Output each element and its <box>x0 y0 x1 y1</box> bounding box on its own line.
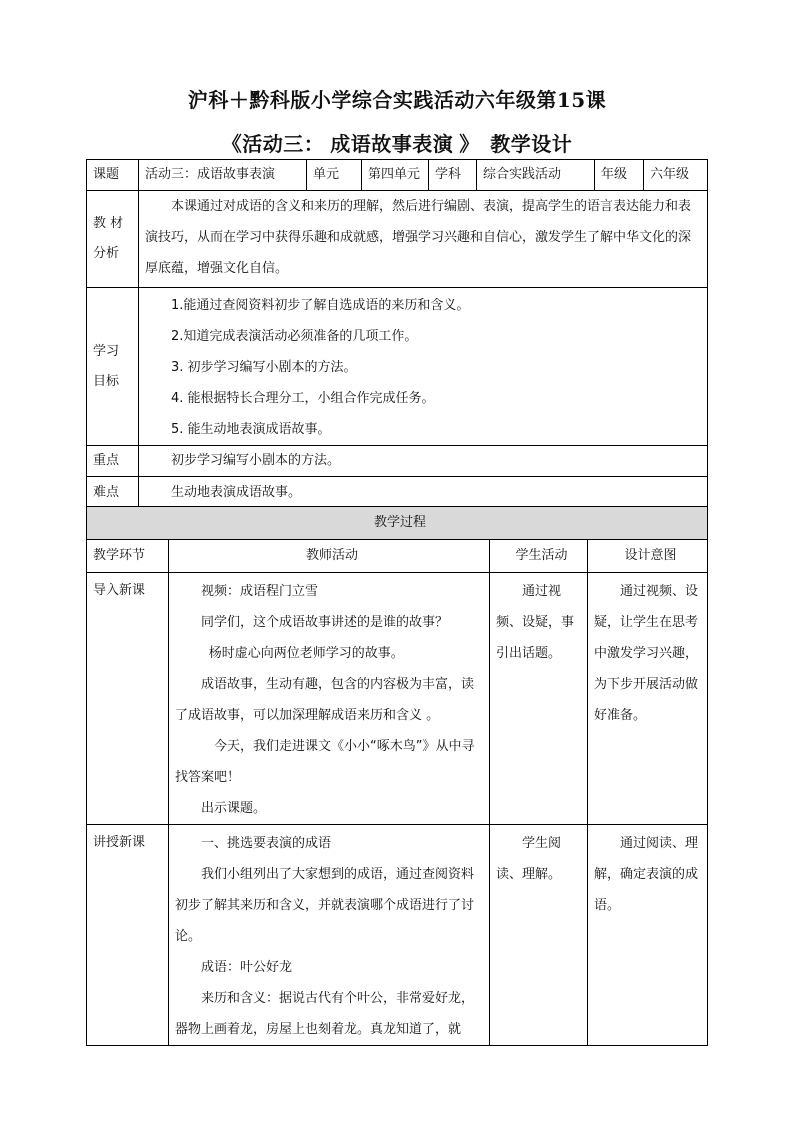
lesson-teacher <box>169 825 490 1046</box>
subject-value: 综合实践活动 <box>477 160 595 191</box>
grade-value: 六年级 <box>644 160 708 191</box>
material-analysis-label <box>87 191 139 288</box>
grade-label: 年级 <box>595 160 644 191</box>
col-stage: 教学环节 <box>87 540 169 573</box>
unit-value: 第四单元 <box>362 160 429 191</box>
unit-label: 单元 <box>307 160 362 191</box>
difficulty-label: 难点 <box>87 477 139 510</box>
info-row <box>87 160 708 191</box>
lesson-teacher-line: 成语：叶公好龙 <box>201 960 293 975</box>
material-analysis-paragraph: 本课通过对成语的含义和来历的理解，然后进行编剧、表演，提高学生的语言表达能力和表演技巧，从而在学习中获得乐趣和成就感，增强学习兴趣和自信心，激发学生了解中华文化的深厚底蕴，增强文化自信。 <box>145 199 692 276</box>
goal-item: 1.能通过查阅资料初步了解自选成语的来历和含义。 <box>171 298 470 313</box>
intro-teacher <box>169 573 490 825</box>
key-point-text: 初步学习编写小剧本的方法。 <box>139 446 708 477</box>
intro-teacher-line: 出示课题。 <box>201 801 267 816</box>
col-student: 学生活动 <box>490 540 588 573</box>
subtitle-left: 《活动三： <box>221 132 325 156</box>
lesson-row <box>87 825 708 1046</box>
goal-item: 2.知道完成表演活动必须准备的几项工作。 <box>171 329 418 344</box>
process-header-row <box>87 507 708 540</box>
goals-label-line1: 学习 <box>93 343 120 359</box>
intro-teacher-line: 今天，我们走进课文《小小“啄木鸟”》从中寻找答案吧！ <box>175 739 475 785</box>
goals-label-line2: 目标 <box>93 373 120 389</box>
lesson-teacher-line: 来历和含义：据说古代有个叶公，非常爱好龙，器物上画着龙，房屋上也刻着龙。真龙知道了，就 <box>175 991 475 1037</box>
subject-label: 学科 <box>429 160 477 191</box>
intro-design-text: 通过视频、设疑，让学生在思考中激发学习兴趣，为下步开展活动做好准备。 <box>594 584 699 723</box>
learning-goals-row <box>87 288 708 446</box>
lesson-design-text: 通过阅读、理解，确定表演的成语。 <box>594 836 699 913</box>
process-header: 教学过程 <box>87 507 708 540</box>
document-title: 沪科＋黔科版小学综合实践活动六年级第15课 <box>187 88 607 112</box>
goal-item: 4. 能根据特长合理分工，小组合作完成任务。 <box>171 391 435 406</box>
lesson-stage: 讲授新课 <box>87 825 169 1046</box>
intro-row <box>87 573 708 825</box>
document-subtitle <box>0 128 794 157</box>
topic-value: 活动三：成语故事表演 <box>139 160 307 191</box>
intro-student <box>490 573 588 825</box>
key-point-label: 重点 <box>87 446 139 477</box>
material-analysis-row <box>87 191 708 288</box>
intro-design <box>588 573 708 825</box>
teaching-process-table <box>86 506 708 1046</box>
learning-goals-list <box>139 288 708 446</box>
lesson-teacher-line: 一、挑选要表演的成语 <box>201 836 332 851</box>
learning-goals-label <box>87 288 139 446</box>
subtitle-right: 》 教学设计 <box>459 132 573 156</box>
key-point-row <box>87 446 708 477</box>
intro-student-text: 通过视频、设疑，事引出话题。 <box>496 584 575 661</box>
intro-stage: 导入新课 <box>87 573 169 825</box>
difficulty-text: 生动地表演成语故事。 <box>139 477 708 510</box>
intro-teacher-line: 视频：成语程门立雪 <box>201 584 319 599</box>
material-label-line1: 教 材 <box>93 216 124 231</box>
process-column-row <box>87 540 708 573</box>
goal-item: 5. 能生动地表演成语故事。 <box>171 422 331 437</box>
goal-item: 3. 初步学习编写小剧本的方法。 <box>171 360 357 375</box>
material-label-line2: 分析 <box>93 246 120 261</box>
lesson-student <box>490 825 588 1046</box>
lesson-teacher-line: 我们小组列出了大家想到的成语，通过查阅资料初步了解其来历和含义，并就表演哪个成语进行了讨论。 <box>175 867 475 944</box>
lesson-design <box>588 825 708 1046</box>
topic-label: 课题 <box>87 160 139 191</box>
intro-teacher-line: 成语故事，生动有趣，包含的内容极为丰富，读了成语故事，可以加深理解成语来历和含义 。 <box>175 677 475 723</box>
subtitle-activity-name: 成语故事表演 <box>330 132 454 156</box>
intro-teacher-line: 杨时虚心向两位老师学习的故事。 <box>208 646 404 661</box>
material-analysis-text <box>139 191 708 288</box>
lesson-info-table <box>86 159 708 510</box>
col-design: 设计意图 <box>588 540 708 573</box>
lesson-student-text: 学生阅读、理解。 <box>496 836 562 882</box>
col-teacher: 教师活动 <box>169 540 490 573</box>
difficulty-row <box>87 477 708 510</box>
intro-teacher-line: 同学们，这个成语故事讲述的是谁的故事？ <box>201 615 449 630</box>
